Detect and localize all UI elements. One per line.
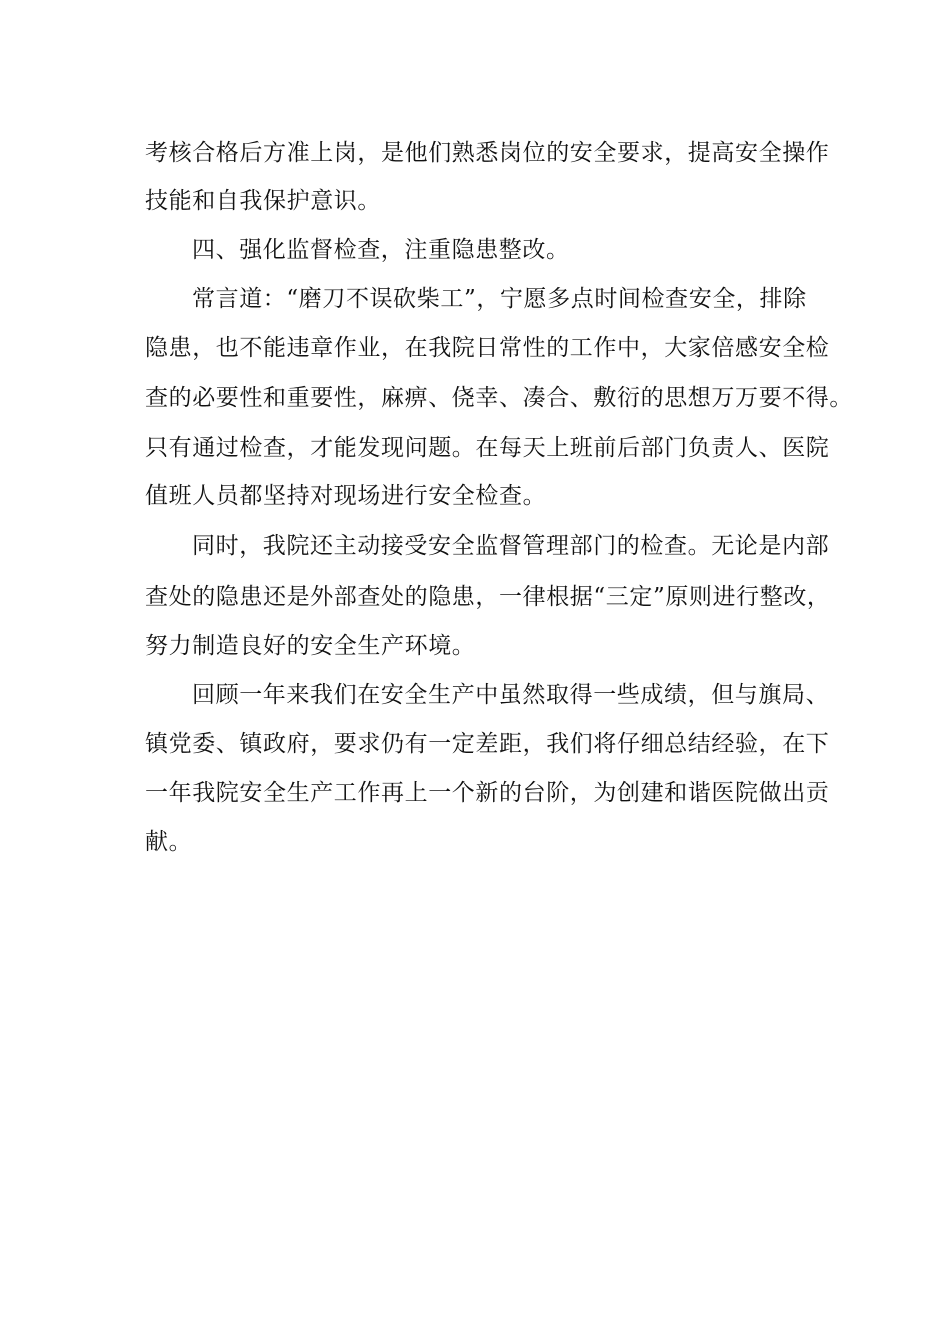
text-line: 查的必要性和重要性，麻痹、侥幸、凑合、敷衍的思想万万要不得。 [145, 385, 853, 411]
text-line: 同时，我院还主动接受安全监督管理部门的检查。无论是内部 [192, 533, 830, 559]
text-line: 常言道：“磨刀不误砍柴工”，宁愿多点时间检查安全，排除 [192, 286, 807, 312]
text-line: 考核合格后方准上岗，是他们熟悉岗位的安全要求，提高安全操作 [145, 140, 830, 166]
text-line: 技能和自我保护意识。 [145, 188, 381, 214]
text-line: 努力制造良好的安全生产环境。 [145, 633, 476, 659]
text-line: 献。 [145, 829, 193, 855]
text-line: 一年我院安全生产工作再上一个新的台阶，为创建和谐医院做出贡 [145, 780, 830, 806]
section-heading: 四、强化监督检查，注重隐患整改。 [192, 237, 570, 263]
text-line: 值班人员都坚持对现场进行安全检查。 [145, 483, 547, 509]
text-line: 查处的隐患还是外部查处的隐患，一律根据“三定”原则进行整改， [145, 584, 831, 610]
text-line: 只有通过检查，才能发现问题。在每天上班前后部门负责人、医院 [145, 435, 830, 461]
text-line: 回顾一年来我们在安全生产中虽然取得一些成绩，但与旗局、 [192, 682, 830, 708]
text-line: 镇党委、镇政府，要求仍有一定差距，我们将仔细总结经验，在下 [145, 731, 830, 757]
text-line: 隐患，也不能违章作业，在我院日常性的工作中，大家倍感安全检 [145, 335, 830, 361]
